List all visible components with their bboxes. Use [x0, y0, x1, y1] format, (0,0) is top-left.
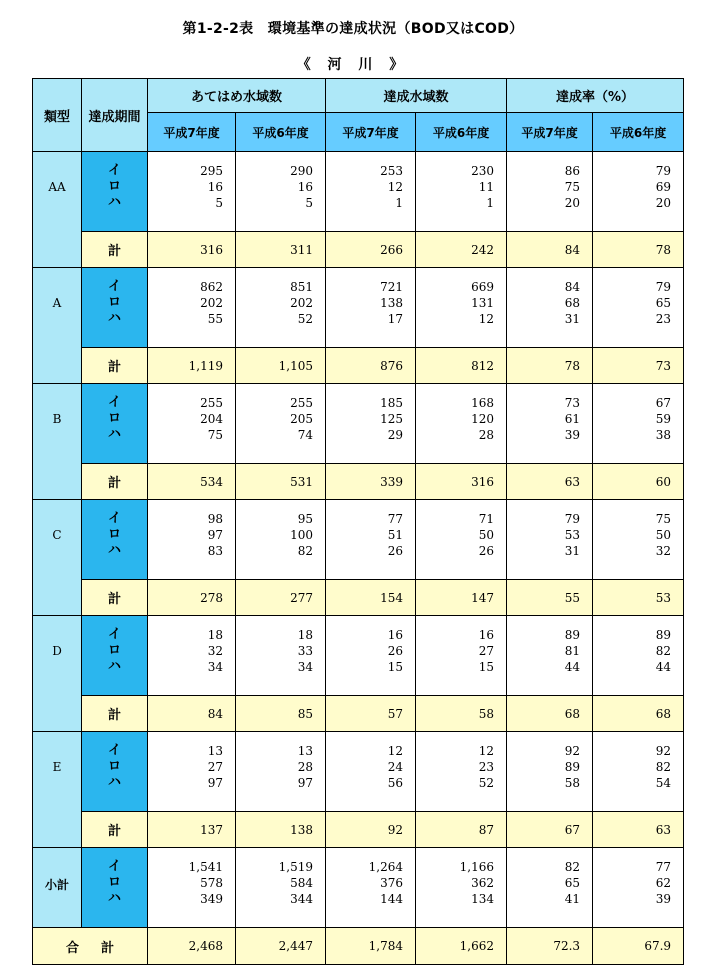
value: 20	[655, 196, 672, 210]
value: 862	[200, 280, 223, 294]
value: 51	[387, 528, 404, 542]
value: 16	[387, 628, 404, 642]
value: 77	[655, 860, 672, 874]
sum-value: 316	[148, 232, 236, 268]
value: 73	[564, 396, 581, 410]
header-year: 平成7年度	[507, 113, 593, 152]
value: 295	[200, 164, 223, 178]
period-label: ロ	[107, 295, 121, 310]
value: 349	[200, 892, 223, 906]
value: 54	[655, 776, 672, 790]
value: 16	[297, 180, 314, 194]
value: 120	[471, 412, 495, 426]
value: 65	[655, 296, 672, 310]
value: 185	[380, 396, 404, 410]
sum-value: 1,119	[148, 348, 236, 384]
header-year: 平成6年度	[236, 113, 326, 152]
sum-value: 84	[507, 232, 593, 268]
header-period: 達成期間	[82, 79, 148, 152]
total-value: 1,662	[416, 928, 507, 965]
value-cell	[236, 500, 326, 580]
period-cell	[82, 268, 148, 348]
value-cell	[326, 732, 416, 812]
sum-label: 計	[82, 232, 148, 268]
value: 33	[297, 644, 314, 658]
sum-value: 154	[326, 580, 416, 616]
period-label: ハ	[107, 891, 121, 906]
value: 144	[380, 892, 404, 906]
value: 1,166	[459, 860, 495, 874]
value-cell	[416, 152, 507, 232]
value: 5	[215, 196, 223, 210]
value: 5	[305, 196, 314, 210]
sum-row	[33, 696, 684, 732]
value-cell	[236, 152, 326, 232]
type-cell: 小計	[33, 848, 82, 928]
value: 11	[478, 180, 495, 194]
value-cell	[593, 152, 684, 232]
value-cell	[593, 848, 684, 928]
value-cell	[326, 500, 416, 580]
value: 79	[655, 280, 672, 294]
value: 16	[478, 628, 495, 642]
table-row	[33, 848, 684, 928]
table-row	[33, 732, 684, 812]
value-cell	[416, 500, 507, 580]
sum-value: 67	[507, 812, 593, 848]
value: 56	[387, 776, 404, 790]
value: 578	[200, 876, 223, 890]
value-cell	[507, 732, 593, 812]
value: 344	[290, 892, 314, 906]
value: 24	[387, 760, 404, 774]
header-achievement-rate: 達成率（%）	[507, 79, 684, 113]
total-value: 1,784	[326, 928, 416, 965]
value: 168	[471, 396, 495, 410]
value: 18	[207, 628, 223, 642]
value: 55	[207, 312, 223, 326]
value: 1,264	[368, 860, 404, 874]
value: 58	[564, 776, 581, 790]
period-cell	[82, 848, 148, 928]
sum-value: 73	[593, 348, 684, 384]
value: 34	[297, 660, 314, 674]
value-cell	[148, 732, 236, 812]
value: 13	[207, 744, 223, 758]
value: 23	[655, 312, 672, 326]
value: 77	[387, 512, 404, 526]
sum-value: 78	[507, 348, 593, 384]
sum-value: 277	[236, 580, 326, 616]
value: 84	[564, 280, 581, 294]
sum-value: 57	[326, 696, 416, 732]
value: 67	[655, 396, 672, 410]
value-cell	[416, 384, 507, 464]
value: 27	[478, 644, 495, 658]
value: 13	[297, 744, 314, 758]
type-cell: C	[33, 500, 82, 616]
value: 1	[486, 196, 495, 210]
value: 50	[655, 528, 672, 542]
value: 362	[471, 876, 495, 890]
value: 97	[207, 776, 223, 790]
value: 851	[290, 280, 314, 294]
value: 29	[387, 428, 404, 442]
value: 34	[207, 660, 223, 674]
sum-value: 266	[326, 232, 416, 268]
sum-row	[33, 232, 684, 268]
value: 92	[655, 744, 672, 758]
value: 92	[564, 744, 581, 758]
value: 75	[207, 428, 223, 442]
value: 18	[297, 628, 314, 642]
sum-value: 92	[326, 812, 416, 848]
value: 79	[564, 512, 581, 526]
value: 86	[564, 164, 581, 178]
sum-label: 計	[82, 812, 148, 848]
type-cell: AA	[33, 152, 82, 268]
value: 669	[471, 280, 495, 294]
value: 82	[655, 644, 672, 658]
value: 89	[655, 628, 672, 642]
sum-value: 63	[593, 812, 684, 848]
value: 82	[655, 760, 672, 774]
value-cell	[507, 384, 593, 464]
value: 97	[207, 528, 223, 542]
sum-value: 534	[148, 464, 236, 500]
sum-row	[33, 580, 684, 616]
value: 202	[290, 296, 314, 310]
value: 16	[207, 180, 223, 194]
value: 74	[297, 428, 314, 442]
period-label: イ	[107, 627, 121, 642]
period-label: イ	[107, 859, 121, 874]
value: 39	[655, 892, 672, 906]
value-cell	[593, 384, 684, 464]
sum-value: 84	[148, 696, 236, 732]
value: 31	[564, 312, 581, 326]
value: 100	[290, 528, 314, 542]
header-achieved-waters: 達成水域数	[326, 79, 507, 113]
value: 71	[478, 512, 495, 526]
total-value: 67.9	[593, 928, 684, 965]
sum-value: 311	[236, 232, 326, 268]
value: 98	[207, 512, 223, 526]
value-cell	[593, 616, 684, 696]
sum-label: 計	[82, 464, 148, 500]
period-cell	[82, 616, 148, 696]
value: 12	[478, 744, 495, 758]
value: 31	[564, 544, 581, 558]
value: 12	[478, 312, 495, 326]
value: 65	[564, 876, 581, 890]
value: 1,519	[278, 860, 314, 874]
period-label: イ	[107, 743, 121, 758]
value: 255	[290, 396, 314, 410]
value: 83	[207, 544, 223, 558]
value: 62	[655, 876, 672, 890]
value: 79	[655, 164, 672, 178]
value: 32	[655, 544, 672, 558]
value-cell	[507, 268, 593, 348]
value: 290	[290, 164, 314, 178]
type-cell: E	[33, 732, 82, 848]
sum-label: 計	[82, 696, 148, 732]
value: 97	[297, 776, 314, 790]
value: 81	[564, 644, 581, 658]
total-row	[33, 928, 684, 965]
value: 205	[290, 412, 314, 426]
value-cell	[507, 152, 593, 232]
value: 1,541	[188, 860, 223, 874]
period-label: ロ	[107, 875, 121, 890]
value-cell	[236, 616, 326, 696]
value-cell	[148, 268, 236, 348]
period-label: ハ	[107, 311, 121, 326]
value: 28	[478, 428, 495, 442]
period-label: イ	[107, 163, 121, 178]
sum-label: 計	[82, 580, 148, 616]
value: 26	[478, 544, 495, 558]
value: 69	[655, 180, 672, 194]
total-label: 合計	[33, 928, 148, 965]
period-label: ハ	[107, 427, 121, 442]
value-cell	[593, 268, 684, 348]
value: 26	[387, 544, 404, 558]
header-year: 平成6年度	[416, 113, 507, 152]
sum-value: 339	[326, 464, 416, 500]
sum-value: 137	[148, 812, 236, 848]
value-cell	[326, 152, 416, 232]
value-cell	[507, 848, 593, 928]
value-cell	[593, 500, 684, 580]
sum-value: 58	[416, 696, 507, 732]
value: 20	[564, 196, 581, 210]
value: 32	[207, 644, 223, 658]
value: 75	[564, 180, 581, 194]
sum-value: 138	[236, 812, 326, 848]
value: 202	[200, 296, 223, 310]
value: 82	[564, 860, 581, 874]
value-cell	[416, 848, 507, 928]
header-row-1	[33, 79, 684, 113]
period-label: ロ	[107, 643, 121, 658]
period-cell	[82, 152, 148, 232]
water-quality-table	[32, 78, 684, 965]
value-cell	[236, 848, 326, 928]
total-value: 72.3	[507, 928, 593, 965]
value-cell	[236, 384, 326, 464]
table-title: 第1-2-2表 環境基準の達成状況（BOD又はCOD）	[182, 21, 524, 37]
value: 44	[655, 660, 672, 674]
value: 53	[564, 528, 581, 542]
value-cell	[148, 384, 236, 464]
sum-value: 531	[236, 464, 326, 500]
period-label: イ	[107, 395, 121, 410]
type-cell: A	[33, 268, 82, 384]
sum-value: 316	[416, 464, 507, 500]
sum-value: 63	[507, 464, 593, 500]
sum-value: 60	[593, 464, 684, 500]
sum-value: 876	[326, 348, 416, 384]
value: 89	[564, 760, 581, 774]
value-cell	[236, 268, 326, 348]
sum-value: 53	[593, 580, 684, 616]
table-subtitle: 《 河 川 》	[296, 57, 410, 73]
period-label: ロ	[107, 527, 121, 542]
value: 68	[564, 296, 581, 310]
sum-value: 1,105	[236, 348, 326, 384]
value: 230	[471, 164, 495, 178]
sum-value: 78	[593, 232, 684, 268]
type-cell: D	[33, 616, 82, 732]
value: 52	[478, 776, 495, 790]
value-cell	[326, 616, 416, 696]
value: 26	[387, 644, 404, 658]
value: 12	[387, 180, 404, 194]
period-label: ハ	[107, 195, 121, 210]
period-cell	[82, 384, 148, 464]
period-label: イ	[107, 279, 121, 294]
value: 134	[471, 892, 495, 906]
sum-value: 68	[507, 696, 593, 732]
type-cell: B	[33, 384, 82, 500]
value: 138	[380, 296, 404, 310]
period-label: ロ	[107, 759, 121, 774]
header-type: 類型	[33, 79, 82, 152]
header-year: 平成7年度	[326, 113, 416, 152]
sum-row	[33, 464, 684, 500]
value: 59	[655, 412, 672, 426]
table-row	[33, 152, 684, 232]
value: 721	[380, 280, 404, 294]
value: 41	[564, 892, 581, 906]
value: 253	[380, 164, 404, 178]
sum-label: 計	[82, 348, 148, 384]
value-cell	[236, 732, 326, 812]
header-year: 平成6年度	[593, 113, 684, 152]
value: 95	[297, 512, 314, 526]
value-cell	[326, 268, 416, 348]
period-label: ロ	[107, 411, 121, 426]
period-label: ハ	[107, 659, 121, 674]
value-cell	[148, 848, 236, 928]
value: 17	[387, 312, 404, 326]
value-cell	[148, 500, 236, 580]
value: 125	[380, 412, 404, 426]
sum-value: 68	[593, 696, 684, 732]
value: 255	[200, 396, 223, 410]
value-cell	[507, 616, 593, 696]
header-assigned-waters: あてはめ水域数	[148, 79, 326, 113]
total-value: 2,468	[148, 928, 236, 965]
value: 15	[478, 660, 495, 674]
sum-value: 147	[416, 580, 507, 616]
sum-value: 242	[416, 232, 507, 268]
value: 61	[564, 412, 581, 426]
value: 28	[297, 760, 314, 774]
sum-value: 278	[148, 580, 236, 616]
value: 52	[297, 312, 314, 326]
header-year: 平成7年度	[148, 113, 236, 152]
value: 38	[655, 428, 672, 442]
value-cell	[416, 268, 507, 348]
value: 75	[655, 512, 672, 526]
value: 39	[564, 428, 581, 442]
value: 204	[200, 412, 223, 426]
sum-value: 85	[236, 696, 326, 732]
table-row	[33, 384, 684, 464]
table-body	[33, 152, 684, 965]
period-cell	[82, 500, 148, 580]
value: 12	[387, 744, 404, 758]
value: 584	[290, 876, 314, 890]
value: 1	[395, 196, 404, 210]
period-label: ロ	[107, 179, 121, 194]
sum-value: 55	[507, 580, 593, 616]
value-cell	[148, 152, 236, 232]
value-cell	[416, 616, 507, 696]
value: 89	[564, 628, 581, 642]
value-cell	[326, 848, 416, 928]
value: 50	[478, 528, 495, 542]
value: 15	[387, 660, 404, 674]
value: 44	[564, 660, 581, 674]
value-cell	[148, 616, 236, 696]
value: 131	[471, 296, 495, 310]
value: 82	[297, 544, 314, 558]
value-cell	[416, 732, 507, 812]
sum-row	[33, 348, 684, 384]
sum-value: 87	[416, 812, 507, 848]
value: 27	[207, 760, 223, 774]
table-row	[33, 500, 684, 580]
period-cell	[82, 732, 148, 812]
period-label: イ	[107, 511, 121, 526]
value: 23	[478, 760, 495, 774]
value-cell	[507, 500, 593, 580]
table-row	[33, 616, 684, 696]
value-cell	[593, 732, 684, 812]
sum-value: 812	[416, 348, 507, 384]
period-label: ハ	[107, 775, 121, 790]
table-row	[33, 268, 684, 348]
value: 376	[380, 876, 404, 890]
value-cell	[326, 384, 416, 464]
total-value: 2,447	[236, 928, 326, 965]
sum-row	[33, 812, 684, 848]
period-label: ハ	[107, 543, 121, 558]
